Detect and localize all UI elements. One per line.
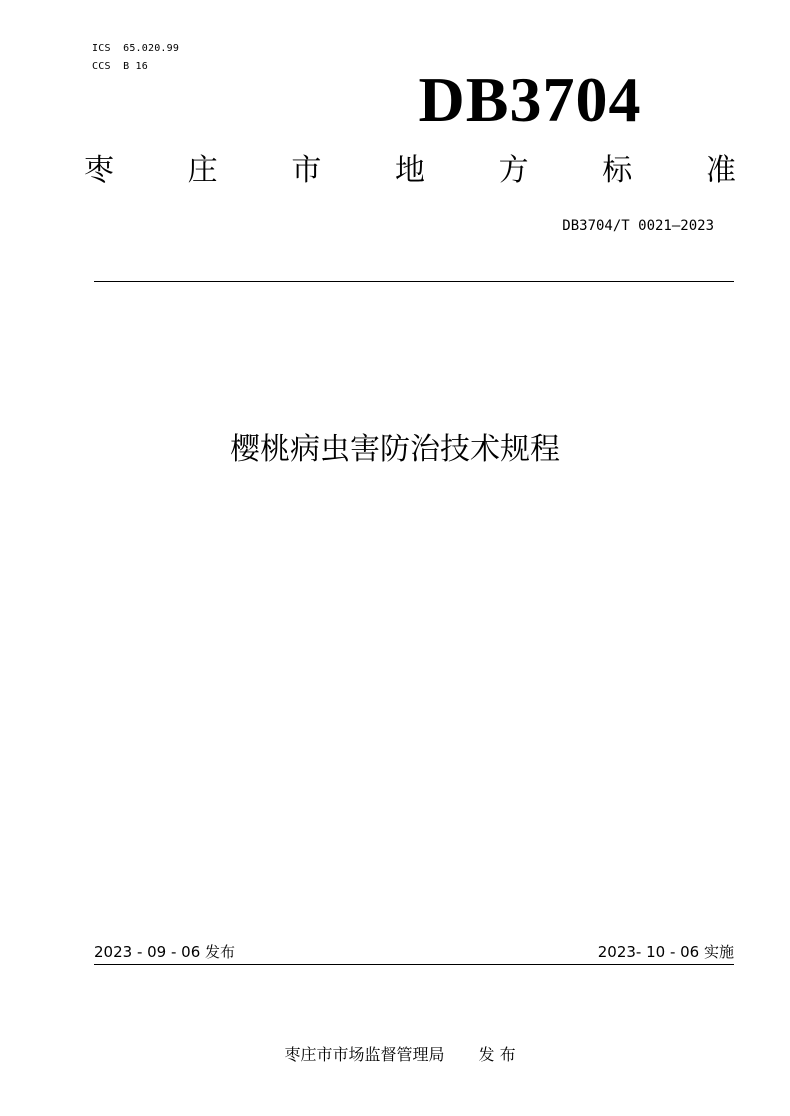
standard-type-char: 庄 — [187, 153, 218, 188]
header-divider — [94, 281, 734, 282]
standard-type-char: 枣 — [84, 153, 114, 188]
ccs-code: CCS B 16 — [92, 61, 148, 72]
footer-divider — [94, 964, 734, 965]
standard-type-char: 市 — [291, 153, 322, 188]
implement-date: 2023- 10 - 06 实施 — [597, 943, 734, 961]
standard-type-char: 地 — [394, 153, 425, 188]
publisher-name: 枣庄市市场监督管理局 — [284, 1045, 445, 1064]
publish-label: 发 布 — [478, 1045, 516, 1064]
standard-type — [84, 148, 736, 194]
issue-date: 2023 - 09 - 06 发布 — [94, 943, 236, 961]
db-mark: DB3704 — [418, 64, 642, 135]
standard-type-char: 方 — [498, 153, 529, 188]
standard-type-char: 标 — [602, 153, 633, 188]
classification-codes — [92, 40, 179, 76]
standard-number: DB3704/T 0021—2023 — [562, 218, 714, 234]
document-title: 樱桃病虫害防治技术规程 — [230, 432, 560, 467]
ics-code: ICS 65.020.99 — [92, 43, 180, 54]
publisher-line — [0, 1019, 790, 1067]
standard-type-char: 准 — [705, 153, 736, 188]
